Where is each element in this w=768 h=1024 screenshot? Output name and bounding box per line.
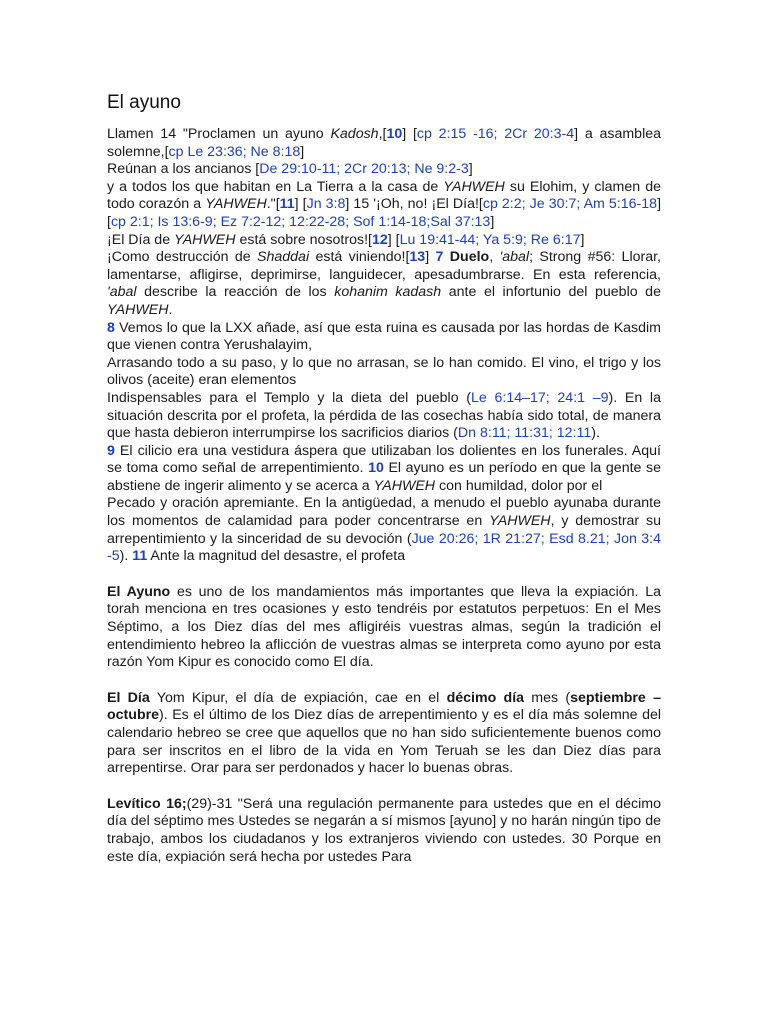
page-title: El ayuno — [107, 92, 181, 113]
paragraph — [107, 495, 661, 565]
scripture-reference[interactable]: Jue 20:26; 1R 21:27; Esd 8.21; Jon 3:4 -5 — [107, 530, 661, 565]
paragraph — [107, 232, 661, 250]
text-run: es uno de los mandamientos más importantes que lleva la expiación. La torah menciona en tres ocasiones y esto tendréis por estatutos perpetuos: En el Mes Séptimo, a los Diez días del mes afligiréis vuestras almas, según la tradición el entendimiento hebreo la aflicción de vuestras almas se interpreta como ayuno por esta razón Yom Kipur es conocido como El día. — [107, 583, 661, 671]
italic-text: kohanim kadash — [334, 284, 442, 301]
italic-text: 'abal — [499, 249, 530, 266]
italic-text: YAHWEH — [205, 196, 267, 213]
text-run: ; Strong #56: Llorar, lamentarse, afligirse, deprimirse, languidecer, apesadumbrarse. En esta referencia, — [107, 249, 661, 283]
text-run: ,[ — [378, 126, 387, 142]
paragraph — [107, 690, 661, 778]
text-run: El ayuno es un período en que la gente se abstiene de ingerir alimento y se acerca a — [107, 460, 661, 494]
italic-text: YAHWEH — [489, 513, 551, 530]
scripture-reference[interactable]: Jn 3:8 — [306, 196, 346, 213]
italic-text: YAHWEH — [443, 178, 505, 195]
text-run: , — [489, 249, 500, 266]
text-run: ] 15 '¡Oh, no! ¡El Día![ — [345, 196, 483, 213]
verse-number: 8 — [107, 319, 115, 336]
text-run: Yom Kipur, el día de expiación, cae en el — [149, 689, 447, 706]
italic-text: Kadosh — [330, 126, 379, 142]
bold-text: septiembre – octubre — [107, 689, 661, 724]
italic-text: YAHWEH — [373, 477, 436, 494]
scripture-reference[interactable]: cp 2:15 -16; 2Cr 20:3-4 — [416, 126, 575, 142]
bold-text: El Día — [107, 689, 150, 706]
paragraph — [107, 179, 661, 232]
paragraph — [107, 320, 661, 355]
text-run: (29)-31 "Será una regulación permanente para ustedes que en el décimo día del séptimo mes Ustedes se negarán a sí mismos [ayuno] y no harán ningún tipo de trabajo, ambos los ciudadanos y los extranjeros viviendo con ustedes. 30 Porque en este día, expiación será hecha por ustedes Para — [107, 795, 662, 865]
verse-number: 13 — [409, 249, 426, 266]
verse-number: 10 — [386, 126, 403, 142]
text-run: ). En la situación descrita por el profeta, la pérdida de las cosechas había sido total, de manera que hasta debieron interrumpirse los sacrificios diarios ( — [107, 389, 661, 442]
scripture-reference[interactable]: cp 2:2; Je 30:7; Am 5:16-18 — [482, 196, 658, 213]
text-run: Pecado y oración apremiante. En la antigüedad, a menudo el pueblo ayunaba durante los momentos de calamidad para poder concentrarse en — [107, 495, 661, 530]
text-run: Indispensables para el Templo y la dieta del pueblo ( — [107, 389, 472, 406]
text-run: y a todos los que habitan en La Tierra a la casa de — [107, 178, 444, 195]
scripture-reference[interactable]: De 29:10-11; 2Cr 20:13; Ne 9:2-3 — [259, 161, 469, 178]
bold-text: Levítico 16; — [107, 795, 187, 812]
text-run: Vemos lo que la LXX añade, así que esta ruina es causada por las hordas de Kasdim que vienen contra Yerushalayim, — [107, 319, 661, 354]
text-run: . — [168, 301, 173, 318]
italic-text: 'abal — [107, 284, 137, 301]
verse-number: 11 — [279, 196, 295, 213]
text-run: su Elohim, y clamen de todo corazón a — [107, 178, 661, 213]
text-run: ] — [580, 231, 585, 248]
text-run: Llamen 14 "Proclamen un ayuno — [107, 126, 331, 142]
text-run: ¡El Día de — [107, 231, 175, 248]
text-run: ] — [425, 249, 436, 266]
verse-number: 10 — [368, 460, 384, 477]
text-run: , y demostrar su arrepentimiento y la sinceridad de su devoción ( — [107, 513, 661, 547]
verse-number: 12 — [371, 231, 388, 248]
italic-text: YAHWEH — [174, 231, 236, 248]
text-run: El cilicio era una vestidura áspera que utilizaban los dolientes en los funerales. Aquí se toma como señal de arrepentimiento. — [107, 442, 661, 477]
paragraph — [107, 584, 661, 672]
text-run: ] — [468, 161, 473, 178]
text-run: ). Es el último de los Diez días de arrepentimiento y es el día más solemne del calendario hebreo se cree que aquellos que no han sido suficientemente buenos como para ser inscritos en el libro de la vida en Yom Teruah se les dan Diez días para arrepentirse. Orar para ser perdonados y hacer lo buenas obras. — [107, 707, 661, 777]
paragraph — [107, 249, 661, 319]
verse-number: 7 — [435, 249, 444, 266]
paragraph — [107, 390, 661, 443]
text-run: Ante la magnitud del desastre, el profeta — [147, 548, 406, 565]
scripture-reference[interactable]: cp Le 23:36; Ne 8:18 — [168, 143, 301, 160]
verse-number: 11 — [132, 548, 148, 565]
verse-number: 9 — [107, 442, 115, 459]
text-run: Arrasando todo a su paso, y lo que no arrasan, se lo han comido. El vino, el trigo y los olivos (aceite) eran elementos — [107, 354, 661, 389]
text-run: ] a asamblea solemne,[ — [107, 126, 662, 160]
text-run: ). — [119, 548, 133, 565]
text-run: describe la reacción de los — [136, 284, 335, 301]
italic-text: Shaddai — [257, 249, 310, 266]
scripture-reference[interactable]: Lu 19:41-44; Ya 5:9; Re 6:17 — [399, 231, 581, 248]
text-run: está sobre nosotros![ — [235, 231, 372, 248]
paragraph — [107, 161, 661, 179]
text-run: ). — [591, 425, 600, 442]
text-run: ¡Como destrucción de — [107, 249, 258, 266]
scripture-reference[interactable]: Dn 8:11; 11:31; 12:11 — [457, 425, 592, 442]
text-run: ante el infortunio del pueblo de — [441, 284, 661, 301]
text-run: Reúnan a los ancianos [ — [107, 161, 260, 178]
text-run: ] [ — [402, 126, 417, 142]
paragraph — [107, 355, 661, 390]
text-run: ] [ — [387, 231, 400, 248]
scripture-reference[interactable]: cp 2:1; Is 13:6-9; Ez 7:2-12; 12:22-28; Sof 1:14-18;Sal 37:13 — [110, 213, 491, 230]
italic-text: YAHWEH — [107, 301, 169, 318]
text-run: ."[ — [266, 196, 280, 213]
text-run: ] — [490, 213, 495, 230]
bold-text: Duelo — [449, 249, 490, 266]
paragraph — [107, 796, 661, 866]
paragraph — [107, 443, 661, 496]
bold-text: El Ayuno — [107, 583, 171, 600]
paragraph — [107, 126, 661, 161]
text-run: ] [ — [294, 196, 307, 213]
bold-text: décimo día — [446, 689, 525, 706]
text-run: con humildad, dolor por el — [435, 477, 603, 494]
text-run: ] [ — [107, 196, 662, 230]
text-run: ] — [300, 143, 305, 160]
document-body — [107, 126, 661, 866]
scripture-reference[interactable]: Le 6:14–17; 24:1 –9 — [471, 389, 609, 406]
text-run: mes ( — [524, 689, 571, 706]
text-run: está viniendo![ — [309, 249, 410, 266]
